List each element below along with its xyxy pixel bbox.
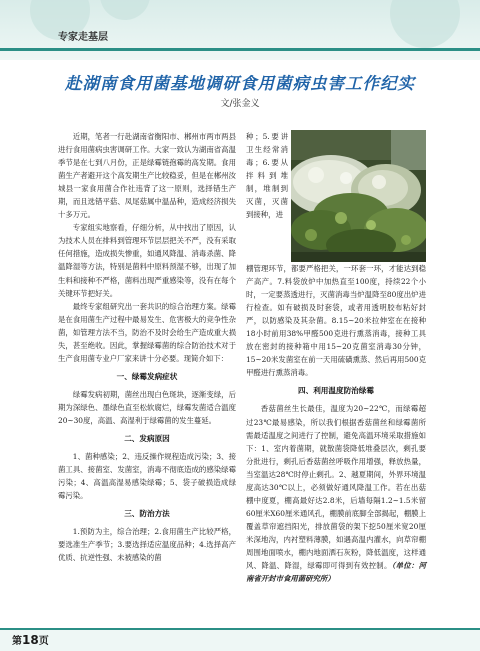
- section-heading: 四、利用温度防治绿霉: [298, 386, 374, 396]
- paragraph: 近期，笔者一行赴湖南省衡阳市、郴州市两市两县进行食用菌病虫害调研工作。大家一致认为湖南省高温季节是在七到八月份，正是绿霉链孢霉的高发期。食用菌生产者避开这个高发期生产比较稳妥，但是在郴州汝城县一家食用菌合作社违背了这一原则，选择错生产期，而且选错平菇、凤尾菇属中温品种，造成经济损失十多万元。: [58, 132, 236, 220]
- page-number: [12, 632, 49, 647]
- page-prefix: 第: [12, 636, 22, 647]
- mushroom-bag-photo: [291, 130, 426, 262]
- paragraph-text: 香菇菌丝生长最佳，温度为20~22℃，而绿霉超过23℃最易感染，所以我们根据香菇菌丝和绿霉菌所需最适温度之间进行了控制，避免高温环境采取措施如下：1、室内着菌期，就散菌袋降低堆叠层次，剩孔要分批进行，剩孔后香菇菌丝呼吸作用增强，释放热量，当室温达28℃时停止剩孔。2、越夏期间，外界环境温度高达30℃以上，必须做好通风降温工作。若在出菇棚中度夏，棚高最好达2.8米，后墙每隔1.2~1.5米留60厘米X60厘米通风孔，棚膜前底脚全部揭起，棚膜上覆盖草帘遮挡阳光，排放菌袋的架下挖50厘米宽20厘米深地沟，内衬塑料薄膜，如遇高温内灌水，向草帘棚周围地面喷水，棚内地面洒石灰粉，降低温度，这样通风、降温、降湿，绿霉即可得到有效控制。: [246, 404, 426, 571]
- footer-band: [0, 628, 480, 651]
- article-author: 文/张金义: [220, 99, 260, 109]
- right-column: [246, 262, 426, 585]
- page-suffix: 页: [38, 636, 49, 647]
- section-heading: 三、防治方法: [124, 509, 170, 519]
- paragraph: 最终专家组研究出一套共识的综合治理方案。绿霉是在食用菌生产过程中最易发生、危害极大的竞争性杂菌，如管理方法不当，防治不及时会给生产造成重大损失，甚至绝收。因此，掌握绿霉菌的综合防治技术对于生产食用菌专业户厂家来讲十分必要。现简介如下：: [58, 301, 236, 363]
- paragraph: [246, 402, 426, 585]
- section-heading: 二、发病原因: [124, 434, 170, 444]
- right-narrow-column: [246, 130, 288, 221]
- paragraph: 专家组实地察看，仔细分析，从中找出了原因，认为技术人员在排料到管理环节层层把关不严，没有采取任何措施，造成损失惨重，如通风降温、消毒杀菌、降温降湿等方法，特别是菌料中原料预湿不够，出现了加生料和接种不严格，菌料出现严重感染等，没有在每个关键环节把好关。: [58, 223, 236, 298]
- article-title: 赴湖南食用菌基地调研食用菌病虫害工作纪实: [65, 74, 415, 93]
- footer-rule: [0, 628, 480, 630]
- page-number-value: 18: [22, 633, 39, 647]
- section-tag: 专家走基层: [58, 32, 108, 43]
- paragraph: 种；5.要讲卫生经常消毒；6.要从拌料到堆制，堆制到灭菌，灭菌到接种，进: [246, 132, 288, 220]
- paragraph: 1.预防为主，综合治理；2.食用菌生产比较严格，要选准生产季节；3.要选择适应温度品种；4.选择高产优质、抗逆性强、未被感染的菌: [58, 527, 236, 563]
- author-unit: （单位：河南省开封市食用菌研究所）: [246, 561, 426, 584]
- left-column: [58, 130, 236, 564]
- header-rule: [0, 48, 480, 51]
- paragraph: 棚管理环节，都要严格把关，一环套一环，才能达到稳产高产。7.料袋放炉中加热直至100度，持续22个小时，一定要蒸透进行，灭菌消毒当炉温降至80度出炉进行检查。如有破损及时套袋，或者用透明胶布粘好封严，以防感染及其杂菌。8.15~20米拉伸室在在接种18小时前用38%甲醛500克进行熏蒸消毒，接种工具放在密封的接种箱中用15~20克菌室消毒30分钟，15~20米发菌室在前一天用硫磺熏蒸、然后再用500克甲醛进行熏蒸消毒。: [246, 264, 426, 378]
- paragraph: 绿霉发病初期，菌丝出现白色斑块，逐渐变绿，后期为深绿色、墨绿色直至松软腐烂，绿霉发菌适合温度20~30度，高温、高湿利于绿霉菌的发生蔓延。: [58, 389, 236, 425]
- paragraph: 1、菌种感染；2、违反操作规程造成污染；3、接菌工具、接菌室、发菌室，消毒不彻底造成的感染绿霉污染；4、高温高湿易感染绿霉；5、袋子破损造成绿霉污染。: [58, 452, 236, 501]
- section-heading: 一、绿霉发病症状: [116, 371, 178, 381]
